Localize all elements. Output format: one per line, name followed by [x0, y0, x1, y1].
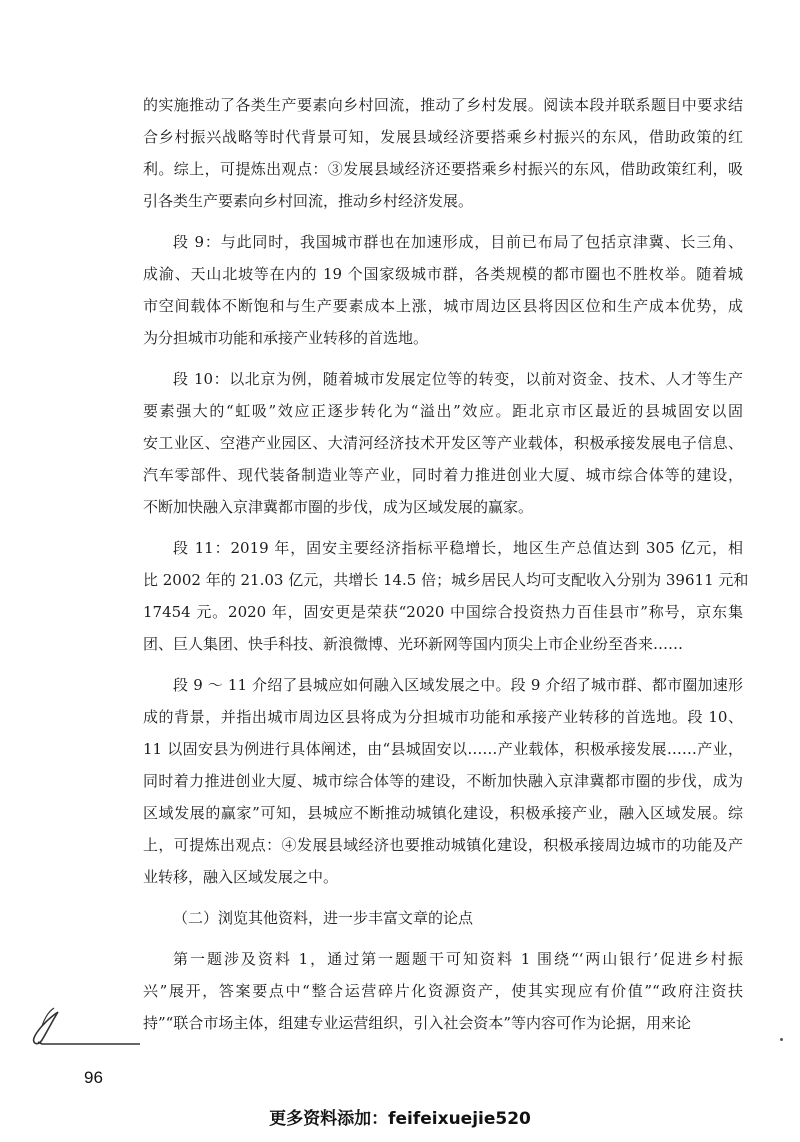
text-line: 为分担城市功能和承接产业转移的首选地。 [143, 329, 429, 347]
text-line: 上，可提炼出观点：④发展县域经济也要推动城镇化建设，积极承接周边城市的功能及产 [143, 836, 743, 854]
text-line: 的实施推动了各类生产要素向乡村回流，推动了乡村发展。阅读本段并联系题目中要求结 [143, 96, 743, 114]
body-text [143, 94, 749, 1053]
text-line: 合乡村振兴战略等时代背景可知，发展县域经济要搭乘乡村振兴的东风，借助政策的红 [143, 128, 743, 146]
text-line: 第一题涉及资料 1，通过第一题题干可知资料 1 围绕“‘两山银行’促进乡村振 [173, 950, 743, 968]
footer-note: 更多资料添加：feifeixuejie520 [269, 1109, 531, 1129]
pen-note-icon [28, 1006, 140, 1060]
text-line: 同时着力推进创业大厦、城市综合体等的建设，不断加快融入京津冀都市圈的步伐，成为 [143, 772, 743, 790]
section-heading: （二）浏览其他资料，进一步丰富文章的论点 [173, 909, 474, 927]
text-line: 段 9：与此同时，我国城市群也在加速形成，目前已布局了包括京津冀、长三角、 [173, 233, 743, 251]
page-number: 96 [84, 1068, 103, 1087]
text-line: 区域发展的赢家”可知，县城应不断推动城镇化建设，积极承接产业，融入区域发展。综 [143, 804, 743, 822]
scan-dot [780, 1038, 783, 1041]
text-line: 不断加快融入京津冀都市圈的步伐，成为区域发展的赢家。 [143, 498, 534, 516]
paragraph [143, 231, 743, 359]
text-line: 11 以固安县为例进行具体阐述，由“县城固安以……产业载体，积极承接发展……产业， [143, 740, 743, 758]
text-line: 引各类生产要素向乡村回流，推动乡村经济发展。 [143, 192, 474, 210]
paragraph [143, 948, 743, 1044]
text-line: 市空间载体不断饱和与生产要素成本上涨，城市周边区县将因区位和生产成本优势，成 [143, 297, 743, 315]
text-line: 比 2002 年的 21.03 亿元，共增长 14.5 倍；城乡居民人均可支配收入分别为 39611 元和 [143, 571, 749, 589]
text-line: 段 10：以北京为例，随着城市发展定位等的转变，以前对资金、技术、人才等生产 [173, 370, 743, 388]
text-line: 持”“联合市场主体，组建专业运营组织，引入社会资本”等内容可作为论据，用来论 [143, 1014, 692, 1032]
text-line: 团、巨人集团、快手科技、新浪微博、光环新网等国内顶尖上市企业纷至沓来…… [143, 635, 684, 653]
text-line: 17454 元。2020 年，固安更是荣获“2020 中国综合投资热力百佳县市”称号，京东集 [143, 603, 743, 621]
text-line: 成的背景，并指出城市周边区县将成为分担城市功能和承接产业转移的首选地。段 10、 [143, 708, 743, 726]
paragraph [143, 94, 743, 222]
paragraph [143, 368, 743, 528]
paragraph [143, 537, 749, 665]
text-line: 段 11：2019 年，固安主要经济指标平稳增长，地区生产总值达到 305 亿元，相 [173, 539, 743, 557]
text-line: 利。综上，可提炼出观点：③发展县域经济还要搭乘乡村振兴的东风，借助政策红利，吸 [143, 160, 743, 178]
text-line: 成渝、天山北坡等在内的 19 个国家级城市群，各类规模的都市圈也不胜枚举。随着城 [143, 265, 743, 283]
text-line: 业转移，融入区域发展之中。 [143, 868, 339, 886]
text-line: 段 9 ～ 11 介绍了县城应如何融入区域发展之中。段 9 介绍了城市群、都市圈加速形 [173, 676, 743, 694]
text-line: 要素强大的“虹吸”效应正逐步转化为“溢出”效应。距北京市区最近的县城固安以固 [143, 402, 743, 420]
text-line: 汽车零部件、现代装备制造业等产业，同时着力推进创业大厦、城市综合体等的建设， [143, 466, 743, 484]
paragraph [143, 674, 743, 898]
text-line: 兴”展开，答案要点中“整合运营碎片化资源资产，使其实现应有价值”“政府注资扶 [143, 982, 743, 1000]
text-line: 安工业区、空港产业园区、大清河经济技术开发区等产业载体，积极承接发展电子信息、 [143, 434, 743, 452]
